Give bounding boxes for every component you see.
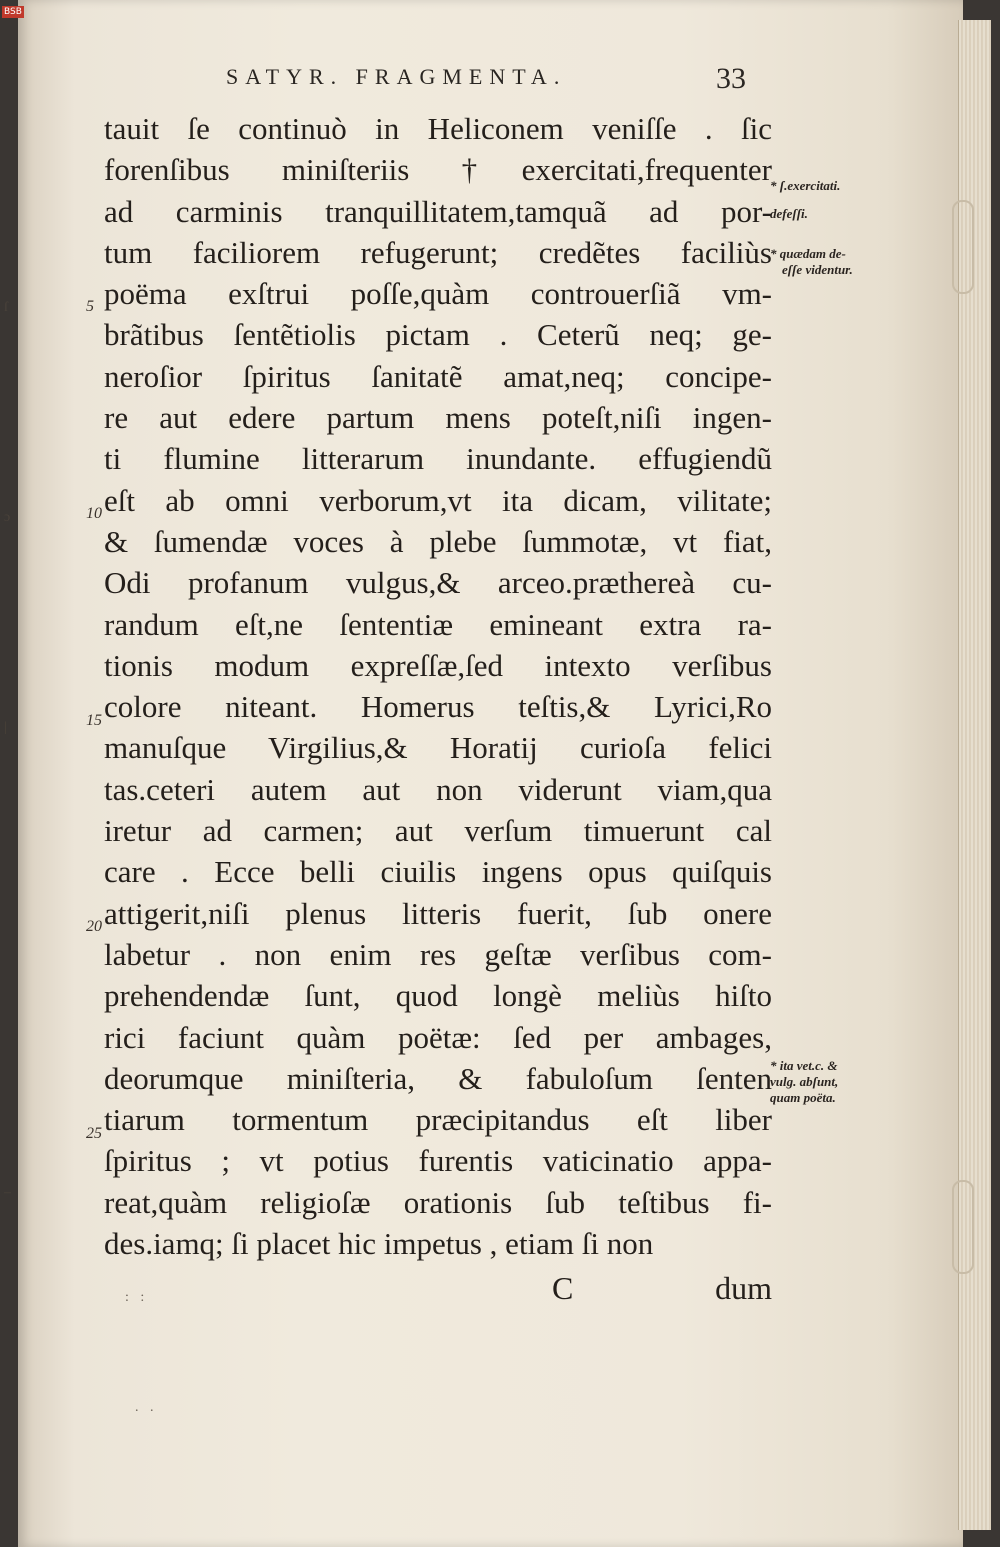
text-line: colore niteant. Homerus teſtis,& Lyrici,Ro [104,689,772,725]
bleed-through-mark: – [4,1185,11,1200]
text-line: care . Ecce belli ciuilis ingens opus quiſquis [104,854,772,890]
text-line: prehendendæ ſunt, quod longè meliùs hiſto [104,978,772,1014]
text-line: ti flumine litterarum inundante. effugiendũ [104,441,772,477]
line-number: 5 [86,298,94,315]
text-line: rici faciunt quàm poëtæ: ſed per ambages, [104,1019,772,1055]
bleed-through-mark: | [4,720,7,735]
margin-note-line: * ita vet.c. & [770,1058,838,1073]
text-line: attigerit,niſi plenus litteris fuerit, ſub onere [104,895,772,931]
page-number: 33 [716,62,746,95]
margin-note [770,1058,838,1106]
text-line: iretur ad carmen; aut verſum timuerunt cal [104,813,772,849]
page-tab-mark [952,200,974,294]
text-line: eſt ab omni verborum,vt ita dicam, vilitate; [104,482,772,518]
text-line: manuſque Virgilius,& Horatij curioſa felici [104,730,772,766]
library-stamp: BSB [4,7,22,17]
margin-note-line: vulg. abſunt, [770,1074,839,1089]
text-line: labetur . non enim res geſtæ verſibus com- [104,936,772,972]
stain-dots: : : [125,1290,149,1305]
running-head: SATYR. FRAGMENTA. [226,64,567,89]
text-line: tauit ſe continuò in Heliconem veniſſe . ſic [104,111,772,146]
line-number: 10 [86,505,102,522]
main-text [104,108,772,1264]
text-line: deorumque miniſteria, & fabuloſum ſenten [104,1060,772,1096]
catchword: dum [715,1270,772,1306]
margin-note-line: eſſe videntur. [782,262,853,277]
margin-note-line: * ſ.exercitati. [770,178,841,193]
bleed-through-mark: ɔ [4,510,11,525]
margin-note [770,206,808,222]
margin-note [770,246,853,278]
text-line: tas.ceteri autem aut non viderunt viam,qua [104,771,772,807]
text-line: brãtibus ſentẽtiolis pictam . Ceterũ neq; ge- [104,317,772,353]
page-tab-mark [952,1180,974,1274]
text-line: re aut edere partum mens poteſt,niſi ingen- [104,400,772,436]
stain-dots: . . [135,1400,158,1415]
margin-note-line: * quædam de- [770,246,846,261]
text-line: ad carminis tranquillitatem,tamquã ad por- [104,193,772,229]
line-number: 15 [86,712,102,729]
text-line: tionis modum expreſſæ,ſed intexto verſibus [104,647,772,683]
line-number: 25 [86,1125,102,1142]
margin-note [770,178,840,194]
text-line: tiarum tormentum præcipitandus eſt liber [104,1102,772,1138]
text-line: reat,quàm religioſæ orationis ſub teſtibus fi- [104,1184,772,1220]
text-line: neroſior ſpiritus ſanitatẽ amat,neq; concipe- [104,358,772,394]
text-line: & ſumendæ voces à plebe ſummotæ, vt fiat, [104,523,772,559]
text-line: poëma exſtrui poſſe,quàm controuerſiã vm- [104,276,772,312]
text-line: tum faciliorem refugerunt; credẽtes faciliùs [104,234,772,270]
page-footer [104,1270,772,1312]
text-line: Odi profanum vulgus,& arceo.præthereà cu- [104,565,772,601]
text-line: forenſibus miniſteriis †exercitati,frequenter [104,152,772,188]
line-number: 20 [86,918,102,935]
text-line: ſpiritus ; vt potius furentis vaticinatio appa- [104,1143,772,1179]
text-line: des.iamq; ſi placet hic impetus , etiam ſi non [104,1226,654,1262]
margin-note-line: quam poëta. [770,1090,836,1105]
text-line: randum eſt,ne ſententiæ emineant extra ra- [104,606,772,642]
signature-mark: C [552,1270,574,1306]
bleed-through-mark: ſ [4,300,8,315]
margin-note-line: defeſſi. [770,206,808,221]
